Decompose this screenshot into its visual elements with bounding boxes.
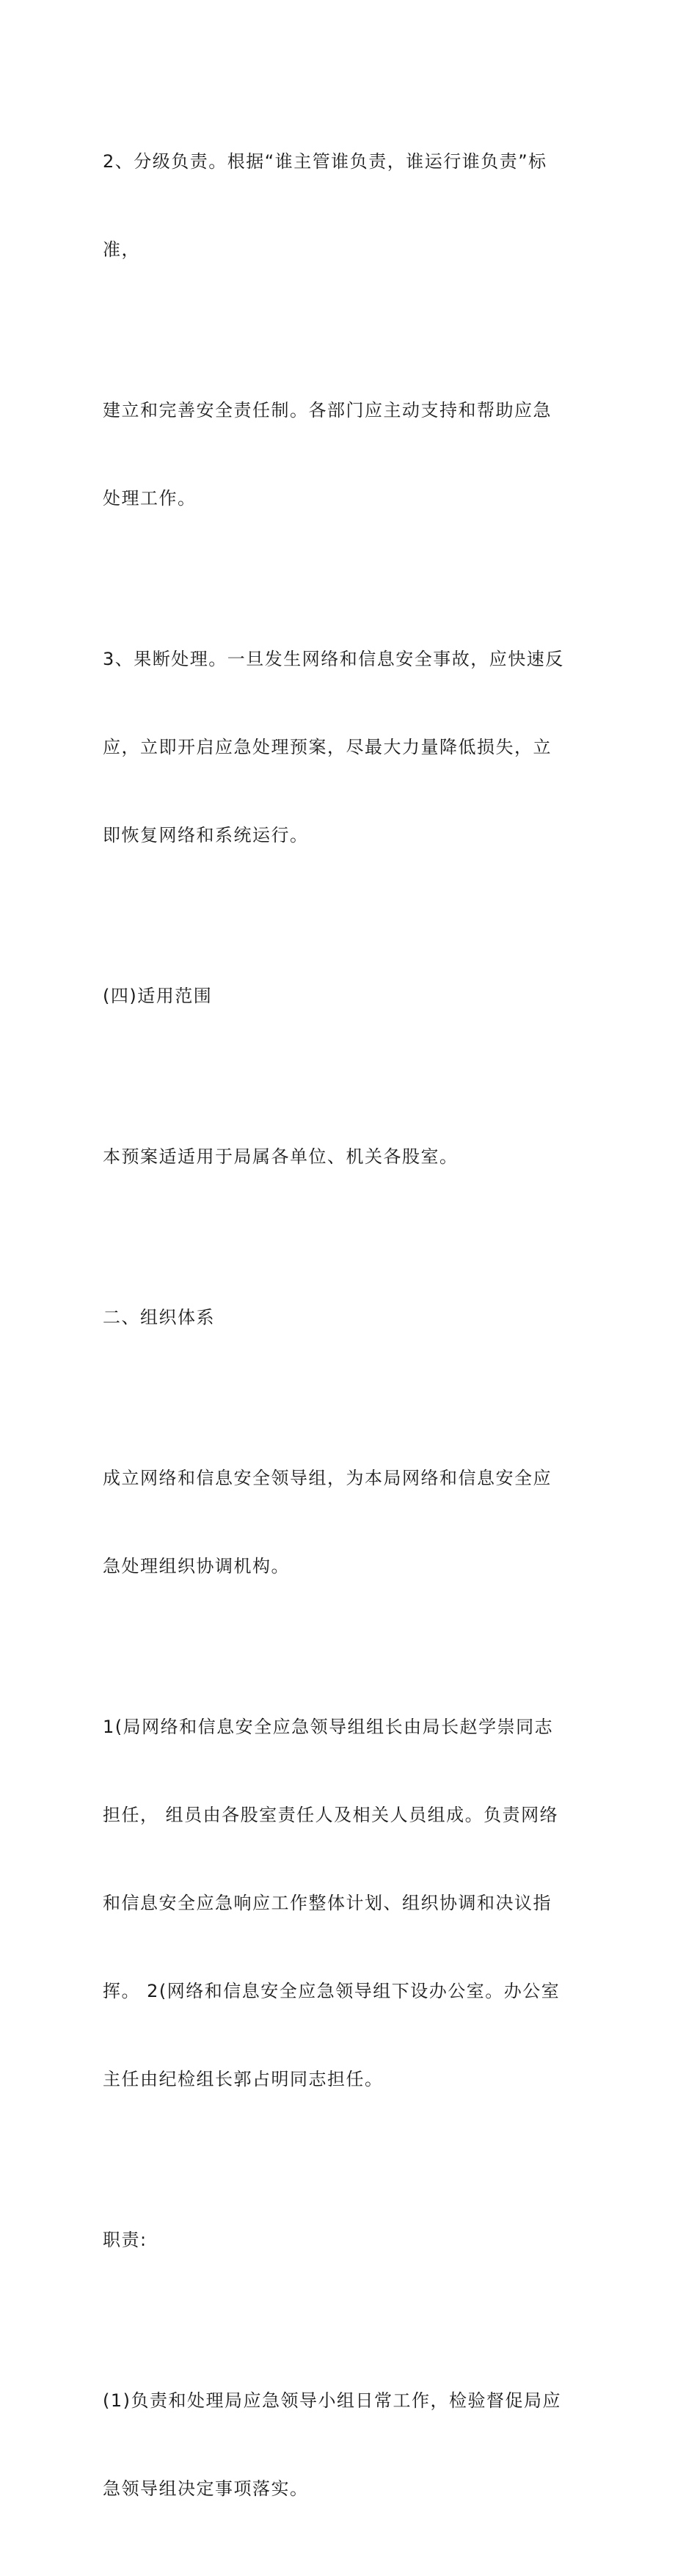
text-line: 急领导组决定事项落实。 — [103, 2478, 309, 2499]
text-line: (四)适用范围 — [103, 986, 213, 1006]
text-line: 3、果断处理。一旦发生网络和信息安全事故，应快速反 — [103, 649, 564, 669]
text-line: 本预案适适用于局属各单位、机关各股室。 — [103, 1146, 459, 1167]
text-line: 1(局网络和信息安全应急领导组组长由局长赵学崇同志 — [103, 1717, 554, 1737]
text-line: 建立和完善安全责任制。各部门应主动支持和帮助应急 — [103, 400, 552, 421]
text-line: 应，立即开启应急处理预案，尽最大力量降低损失，立 — [103, 737, 552, 757]
paragraph-group-members — [103, 1653, 602, 2153]
text-line: (1)负责和处理局应急领导小组日常工作，检验督促局应 — [103, 2390, 561, 2411]
text-line: 二、组织体系 — [103, 1307, 215, 1328]
heading-duties — [103, 2166, 602, 2313]
text-line: 成立网络和信息安全领导组，为本局网络和信息安全应 — [103, 1468, 552, 1488]
heading-organization — [103, 1244, 602, 1391]
text-line: 主任由纪检组长郭占明同志担任。 — [103, 2069, 384, 2089]
paragraph-leadership-group — [103, 1405, 602, 1640]
text-line: 挥。 2(网络和信息安全应急领导组下设办公室。办公室 — [103, 1981, 561, 2001]
text-line: 担任， 组员由各股室责任人及相关人员组成。负责网络 — [103, 1805, 559, 1825]
paragraph-decisive-handling — [103, 586, 602, 909]
paragraph-graded-responsibility — [103, 88, 602, 323]
text-line: 和信息安全应急响应工作整体计划、组织协调和决议指 — [103, 1893, 552, 1913]
paragraph-scope — [103, 1083, 602, 1230]
document-page — [103, 88, 602, 2576]
text-line: 职责: — [103, 2230, 147, 2250]
paragraph-duty-1 — [103, 2327, 602, 2562]
paragraph-responsibility-system — [103, 337, 602, 572]
text-line: 准， — [103, 239, 140, 260]
text-line: 即恢复网络和系统运行。 — [103, 825, 309, 845]
text-line: 处理工作。 — [103, 488, 197, 509]
text-line: 急处理组织协调机构。 — [103, 1556, 290, 1576]
heading-scope — [103, 923, 602, 1069]
text-line: 2、分级负责。根据“谁主管谁负责，谁运行谁负责”标 — [103, 151, 547, 172]
